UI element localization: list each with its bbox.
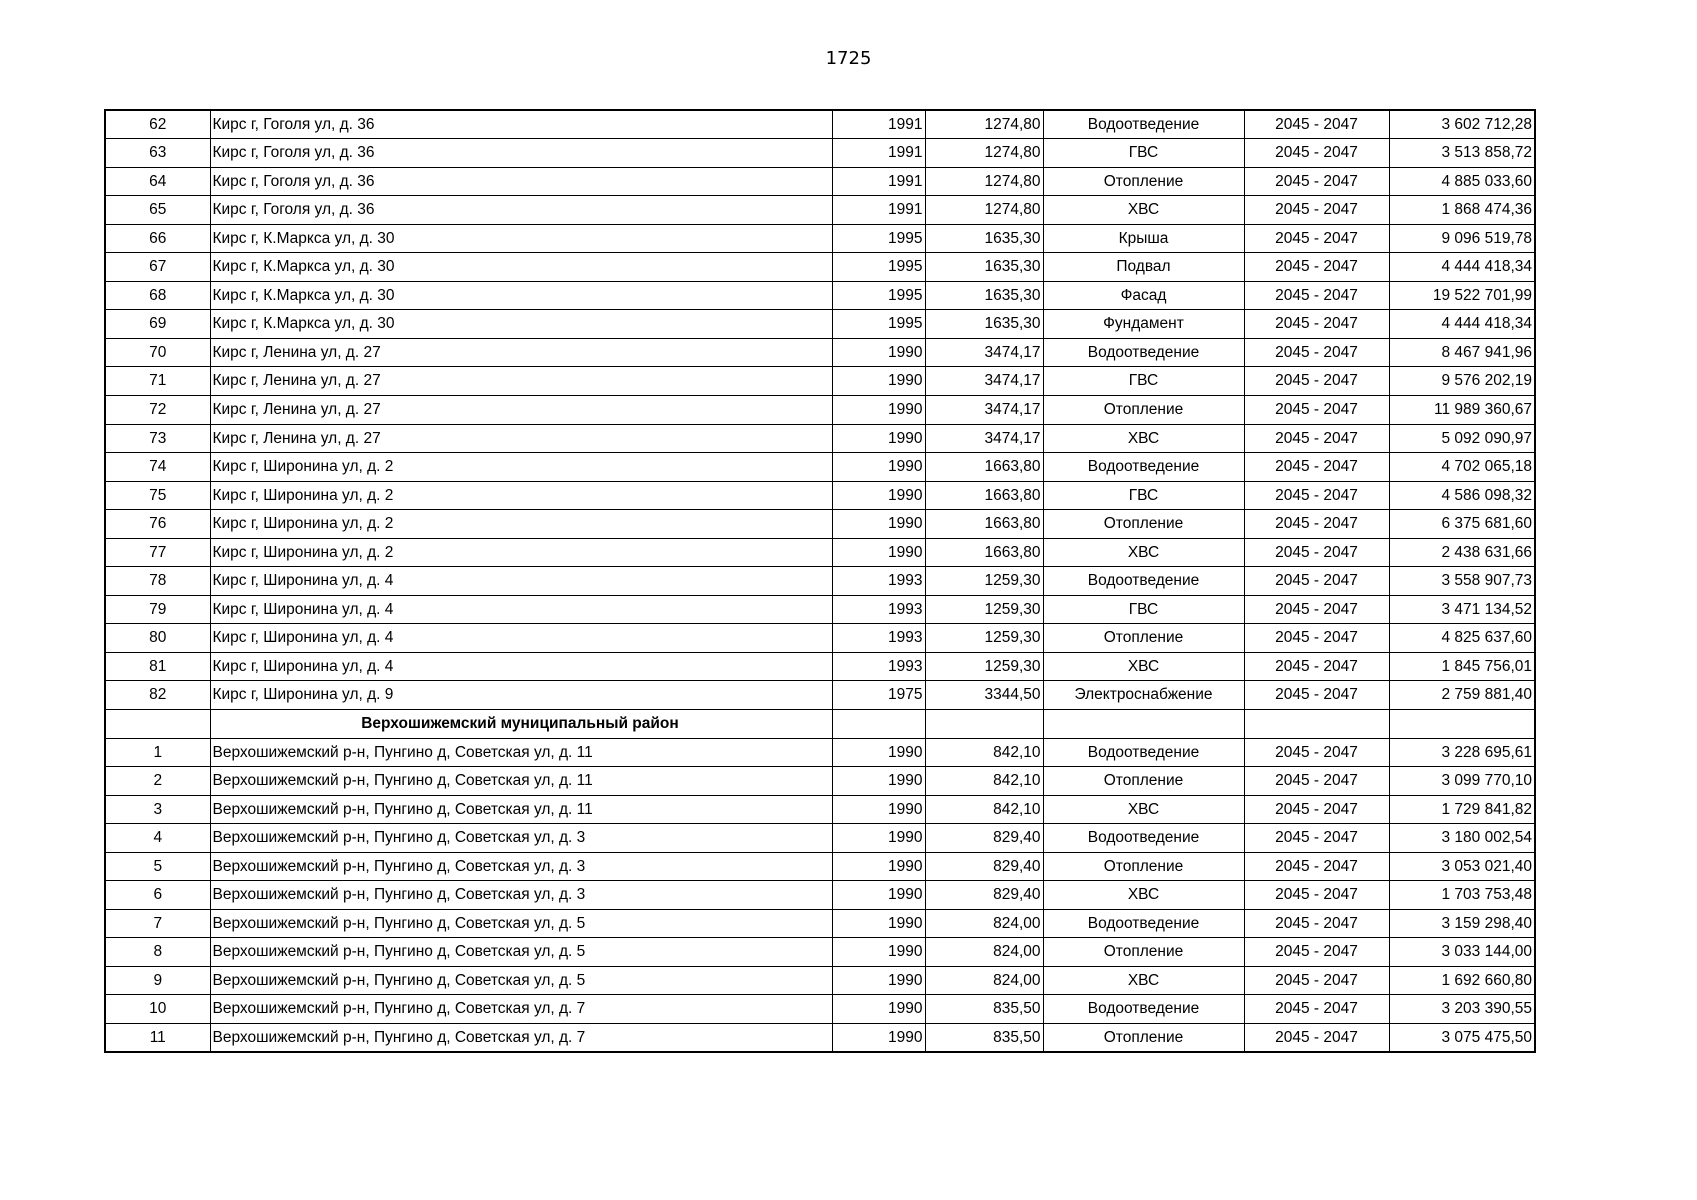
area-cell: 824,00 xyxy=(925,938,1043,967)
cost-cell: 1 868 474,36 xyxy=(1389,196,1535,225)
period-cell: 2045 - 2047 xyxy=(1244,938,1389,967)
table-row xyxy=(105,966,1535,995)
cost-cell: 1 729 841,82 xyxy=(1389,795,1535,824)
table-row xyxy=(105,253,1535,282)
area-cell: 842,10 xyxy=(925,767,1043,796)
row-number: 74 xyxy=(105,453,210,482)
work-type-cell: ХВС xyxy=(1043,795,1244,824)
table-row xyxy=(105,881,1535,910)
area-cell: 1635,30 xyxy=(925,224,1043,253)
table-row xyxy=(105,395,1535,424)
year-cell: 1991 xyxy=(832,196,925,225)
table-row xyxy=(105,995,1535,1024)
year-cell: 1990 xyxy=(832,481,925,510)
cost-cell: 11 989 360,67 xyxy=(1389,395,1535,424)
row-number: 5 xyxy=(105,852,210,881)
year-cell: 1993 xyxy=(832,567,925,596)
area-cell: 842,10 xyxy=(925,738,1043,767)
work-type-cell: ХВС xyxy=(1043,966,1244,995)
work-type-cell: Фундамент xyxy=(1043,310,1244,339)
table-row xyxy=(105,852,1535,881)
address-cell: Кирс г, Ленина ул, д. 27 xyxy=(210,424,832,453)
area-cell: 1635,30 xyxy=(925,281,1043,310)
address-cell: Верхошижемский р-н, Пунгино д, Советская ул, д. 7 xyxy=(210,1024,832,1053)
table-row xyxy=(105,310,1535,339)
section-title: Верхошижемский муниципальный район xyxy=(210,709,832,738)
address-cell: Верхошижемский р-н, Пунгино д, Советская ул, д. 5 xyxy=(210,966,832,995)
table-row xyxy=(105,1024,1535,1053)
address-cell: Верхошижемский р-н, Пунгино д, Советская ул, д. 3 xyxy=(210,881,832,910)
table-row xyxy=(105,139,1535,168)
work-type-cell: Фасад xyxy=(1043,281,1244,310)
period-cell: 2045 - 2047 xyxy=(1244,510,1389,539)
row-number: 67 xyxy=(105,253,210,282)
address-cell: Кирс г, Ленина ул, д. 27 xyxy=(210,338,832,367)
period-cell: 2045 - 2047 xyxy=(1244,481,1389,510)
table-row xyxy=(105,538,1535,567)
table-row xyxy=(105,110,1535,139)
row-number: 79 xyxy=(105,595,210,624)
row-number: 78 xyxy=(105,567,210,596)
year-cell: 1990 xyxy=(832,510,925,539)
work-type-cell: Отопление xyxy=(1043,767,1244,796)
period-cell: 2045 - 2047 xyxy=(1244,538,1389,567)
work-type-cell: Отопление xyxy=(1043,167,1244,196)
area-cell: 835,50 xyxy=(925,1024,1043,1053)
row-number: 73 xyxy=(105,424,210,453)
cost-cell: 3 033 144,00 xyxy=(1389,938,1535,967)
table-row xyxy=(105,767,1535,796)
area-cell: 842,10 xyxy=(925,795,1043,824)
period-cell: 2045 - 2047 xyxy=(1244,738,1389,767)
period-cell: 2045 - 2047 xyxy=(1244,767,1389,796)
work-type-cell: Крыша xyxy=(1043,224,1244,253)
year-cell: 1993 xyxy=(832,624,925,653)
row-number: 6 xyxy=(105,881,210,910)
work-type-cell: Отопление xyxy=(1043,510,1244,539)
work-type-cell: Водоотведение xyxy=(1043,824,1244,853)
period-cell: 2045 - 2047 xyxy=(1244,110,1389,139)
row-number: 82 xyxy=(105,681,210,710)
area-cell: 1259,30 xyxy=(925,624,1043,653)
cost-cell: 19 522 701,99 xyxy=(1389,281,1535,310)
period-cell: 2045 - 2047 xyxy=(1244,281,1389,310)
period-cell: 2045 - 2047 xyxy=(1244,595,1389,624)
year-cell: 1990 xyxy=(832,767,925,796)
year-cell: 1990 xyxy=(832,424,925,453)
cost-cell: 1 703 753,48 xyxy=(1389,881,1535,910)
area-cell: 824,00 xyxy=(925,909,1043,938)
year-cell: 1990 xyxy=(832,338,925,367)
year-cell: 1990 xyxy=(832,852,925,881)
address-cell: Кирс г, Гоголя ул, д. 36 xyxy=(210,196,832,225)
address-cell: Кирс г, Широнина ул, д. 4 xyxy=(210,567,832,596)
period-cell: 2045 - 2047 xyxy=(1244,881,1389,910)
area-cell: 829,40 xyxy=(925,852,1043,881)
area-cell: 1663,80 xyxy=(925,481,1043,510)
table-row xyxy=(105,367,1535,396)
row-number: 72 xyxy=(105,395,210,424)
address-cell: Кирс г, Широнина ул, д. 2 xyxy=(210,481,832,510)
period-cell xyxy=(1244,709,1389,738)
year-cell: 1990 xyxy=(832,824,925,853)
work-type-cell: Водоотведение xyxy=(1043,995,1244,1024)
register-body xyxy=(105,110,1535,1052)
cost-cell: 9 576 202,19 xyxy=(1389,367,1535,396)
work-type-cell: Водоотведение xyxy=(1043,338,1244,367)
year-cell: 1990 xyxy=(832,1024,925,1053)
period-cell: 2045 - 2047 xyxy=(1244,995,1389,1024)
area-cell: 1259,30 xyxy=(925,652,1043,681)
cost-cell: 3 471 134,52 xyxy=(1389,595,1535,624)
cost-cell: 5 092 090,97 xyxy=(1389,424,1535,453)
address-cell: Кирс г, Широнина ул, д. 2 xyxy=(210,538,832,567)
period-cell: 2045 - 2047 xyxy=(1244,167,1389,196)
table-row xyxy=(105,338,1535,367)
year-cell: 1990 xyxy=(832,538,925,567)
area-cell: 3474,17 xyxy=(925,395,1043,424)
area-cell: 3474,17 xyxy=(925,424,1043,453)
area-cell: 1635,30 xyxy=(925,253,1043,282)
table-row xyxy=(105,196,1535,225)
period-cell: 2045 - 2047 xyxy=(1244,453,1389,482)
period-cell: 2045 - 2047 xyxy=(1244,795,1389,824)
address-cell: Кирс г, Широнина ул, д. 4 xyxy=(210,595,832,624)
period-cell: 2045 - 2047 xyxy=(1244,824,1389,853)
period-cell: 2045 - 2047 xyxy=(1244,567,1389,596)
row-number: 81 xyxy=(105,652,210,681)
address-cell: Верхошижемский р-н, Пунгино д, Советская ул, д. 3 xyxy=(210,824,832,853)
cost-cell: 3 180 002,54 xyxy=(1389,824,1535,853)
row-number: 63 xyxy=(105,139,210,168)
row-number: 80 xyxy=(105,624,210,653)
address-cell: Верхошижемский р-н, Пунгино д, Советская ул, д. 11 xyxy=(210,795,832,824)
cost-cell: 8 467 941,96 xyxy=(1389,338,1535,367)
year-cell: 1990 xyxy=(832,795,925,824)
year-cell: 1995 xyxy=(832,224,925,253)
year-cell: 1995 xyxy=(832,253,925,282)
row-number: 76 xyxy=(105,510,210,539)
table-row xyxy=(105,281,1535,310)
period-cell: 2045 - 2047 xyxy=(1244,966,1389,995)
area-cell: 1635,30 xyxy=(925,310,1043,339)
row-number: 69 xyxy=(105,310,210,339)
address-cell: Кирс г, Гоголя ул, д. 36 xyxy=(210,110,832,139)
period-cell: 2045 - 2047 xyxy=(1244,338,1389,367)
cost-cell: 2 759 881,40 xyxy=(1389,681,1535,710)
row-number: 8 xyxy=(105,938,210,967)
work-type-cell: Отопление xyxy=(1043,395,1244,424)
period-cell: 2045 - 2047 xyxy=(1244,196,1389,225)
cost-cell: 9 096 519,78 xyxy=(1389,224,1535,253)
year-cell: 1990 xyxy=(832,881,925,910)
table-row xyxy=(105,510,1535,539)
work-type-cell: Водоотведение xyxy=(1043,909,1244,938)
work-type-cell: Отопление xyxy=(1043,624,1244,653)
work-type-cell: ГВС xyxy=(1043,595,1244,624)
period-cell: 2045 - 2047 xyxy=(1244,624,1389,653)
address-cell: Кирс г, К.Маркса ул, д. 30 xyxy=(210,224,832,253)
work-type-cell: Водоотведение xyxy=(1043,567,1244,596)
address-cell: Верхошижемский р-н, Пунгино д, Советская ул, д. 5 xyxy=(210,909,832,938)
year-cell: 1991 xyxy=(832,167,925,196)
cost-cell: 3 513 858,72 xyxy=(1389,139,1535,168)
row-number: 70 xyxy=(105,338,210,367)
cost-cell: 4 444 418,34 xyxy=(1389,253,1535,282)
address-cell: Кирс г, К.Маркса ул, д. 30 xyxy=(210,281,832,310)
area-cell: 1663,80 xyxy=(925,453,1043,482)
table-row xyxy=(105,738,1535,767)
row-number: 11 xyxy=(105,1024,210,1053)
row-number: 62 xyxy=(105,110,210,139)
area-cell: 835,50 xyxy=(925,995,1043,1024)
area-cell: 1274,80 xyxy=(925,167,1043,196)
year-cell: 1995 xyxy=(832,281,925,310)
table-row xyxy=(105,167,1535,196)
address-cell: Кирс г, К.Маркса ул, д. 30 xyxy=(210,253,832,282)
cost-cell: 4 702 065,18 xyxy=(1389,453,1535,482)
table-row xyxy=(105,652,1535,681)
period-cell: 2045 - 2047 xyxy=(1244,652,1389,681)
cost-cell: 4 825 637,60 xyxy=(1389,624,1535,653)
year-cell: 1990 xyxy=(832,367,925,396)
cost-cell: 3 053 021,40 xyxy=(1389,852,1535,881)
year-cell: 1993 xyxy=(832,595,925,624)
area-cell: 3474,17 xyxy=(925,367,1043,396)
work-type-cell: ГВС xyxy=(1043,481,1244,510)
area-cell: 3474,17 xyxy=(925,338,1043,367)
address-cell: Кирс г, Гоголя ул, д. 36 xyxy=(210,167,832,196)
year-cell: 1990 xyxy=(832,995,925,1024)
cost-cell: 4 586 098,32 xyxy=(1389,481,1535,510)
period-cell: 2045 - 2047 xyxy=(1244,424,1389,453)
address-cell: Кирс г, Широнина ул, д. 2 xyxy=(210,453,832,482)
row-number: 1 xyxy=(105,738,210,767)
period-cell: 2045 - 2047 xyxy=(1244,852,1389,881)
row-number: 77 xyxy=(105,538,210,567)
cost-cell: 3 099 770,10 xyxy=(1389,767,1535,796)
work-type-cell: Водоотведение xyxy=(1043,738,1244,767)
address-cell: Кирс г, Широнина ул, д. 4 xyxy=(210,624,832,653)
work-type-cell: ГВС xyxy=(1043,139,1244,168)
table-row xyxy=(105,909,1535,938)
year-cell: 1990 xyxy=(832,966,925,995)
address-cell: Кирс г, Широнина ул, д. 4 xyxy=(210,652,832,681)
year-cell: 1990 xyxy=(832,938,925,967)
work-type-cell: Отопление xyxy=(1043,1024,1244,1053)
row-number: 4 xyxy=(105,824,210,853)
address-cell: Верхошижемский р-н, Пунгино д, Советская ул, д. 11 xyxy=(210,767,832,796)
area-cell: 829,40 xyxy=(925,881,1043,910)
period-cell: 2045 - 2047 xyxy=(1244,681,1389,710)
row-number: 10 xyxy=(105,995,210,1024)
area-cell: 824,00 xyxy=(925,966,1043,995)
work-type-cell: ХВС xyxy=(1043,881,1244,910)
year-cell: 1991 xyxy=(832,139,925,168)
area-cell: 1259,30 xyxy=(925,595,1043,624)
cost-cell xyxy=(1389,709,1535,738)
area-cell: 1274,80 xyxy=(925,196,1043,225)
area-cell xyxy=(925,709,1043,738)
year-cell: 1993 xyxy=(832,652,925,681)
table-row xyxy=(105,481,1535,510)
cost-cell: 3 228 695,61 xyxy=(1389,738,1535,767)
table-row xyxy=(105,824,1535,853)
cost-cell: 3 159 298,40 xyxy=(1389,909,1535,938)
period-cell: 2045 - 2047 xyxy=(1244,367,1389,396)
work-type-cell: Электроснабжение xyxy=(1043,681,1244,710)
period-cell: 2045 - 2047 xyxy=(1244,224,1389,253)
row-number: 68 xyxy=(105,281,210,310)
row-number: 66 xyxy=(105,224,210,253)
table-row xyxy=(105,453,1535,482)
year-cell xyxy=(832,709,925,738)
year-cell: 1990 xyxy=(832,453,925,482)
row-number: 65 xyxy=(105,196,210,225)
table-row xyxy=(105,681,1535,710)
address-cell: Кирс г, Гоголя ул, д. 36 xyxy=(210,139,832,168)
period-cell: 2045 - 2047 xyxy=(1244,1024,1389,1053)
cost-cell: 3 203 390,55 xyxy=(1389,995,1535,1024)
work-type-cell: ХВС xyxy=(1043,196,1244,225)
year-cell: 1975 xyxy=(832,681,925,710)
row-number: 2 xyxy=(105,767,210,796)
row-number: 7 xyxy=(105,909,210,938)
year-cell: 1991 xyxy=(832,110,925,139)
period-cell: 2045 - 2047 xyxy=(1244,310,1389,339)
work-type-cell: Отопление xyxy=(1043,938,1244,967)
work-type-cell xyxy=(1043,709,1244,738)
cost-cell: 1 692 660,80 xyxy=(1389,966,1535,995)
year-cell: 1990 xyxy=(832,395,925,424)
work-type-cell: ХВС xyxy=(1043,538,1244,567)
address-cell: Кирс г, Ленина ул, д. 27 xyxy=(210,395,832,424)
address-cell: Кирс г, Ленина ул, д. 27 xyxy=(210,367,832,396)
work-type-cell: Подвал xyxy=(1043,253,1244,282)
row-number: 71 xyxy=(105,367,210,396)
row-number: 9 xyxy=(105,966,210,995)
address-cell: Верхошижемский р-н, Пунгино д, Советская ул, д. 3 xyxy=(210,852,832,881)
address-cell: Верхошижемский р-н, Пунгино д, Советская ул, д. 5 xyxy=(210,938,832,967)
period-cell: 2045 - 2047 xyxy=(1244,395,1389,424)
address-cell: Верхошижемский р-н, Пунгино д, Советская ул, д. 7 xyxy=(210,995,832,1024)
table-row xyxy=(105,595,1535,624)
work-type-cell: Водоотведение xyxy=(1043,453,1244,482)
year-cell: 1990 xyxy=(832,738,925,767)
work-type-cell: ГВС xyxy=(1043,367,1244,396)
work-type-cell: Водоотведение xyxy=(1043,110,1244,139)
area-cell: 1274,80 xyxy=(925,139,1043,168)
area-cell: 829,40 xyxy=(925,824,1043,853)
table-row xyxy=(105,624,1535,653)
period-cell: 2045 - 2047 xyxy=(1244,909,1389,938)
period-cell: 2045 - 2047 xyxy=(1244,139,1389,168)
work-type-cell: ХВС xyxy=(1043,424,1244,453)
address-cell: Кирс г, Широнина ул, д. 2 xyxy=(210,510,832,539)
cost-cell: 6 375 681,60 xyxy=(1389,510,1535,539)
year-cell: 1990 xyxy=(832,909,925,938)
cost-cell: 4 885 033,60 xyxy=(1389,167,1535,196)
cost-cell: 4 444 418,34 xyxy=(1389,310,1535,339)
table-row xyxy=(105,567,1535,596)
address-cell: Кирс г, Широнина ул, д. 9 xyxy=(210,681,832,710)
page-number: 1725 xyxy=(825,48,872,69)
row-number: 3 xyxy=(105,795,210,824)
cost-cell: 3 558 907,73 xyxy=(1389,567,1535,596)
work-type-cell: ХВС xyxy=(1043,652,1244,681)
area-cell: 3344,50 xyxy=(925,681,1043,710)
area-cell: 1663,80 xyxy=(925,538,1043,567)
cost-cell: 1 845 756,01 xyxy=(1389,652,1535,681)
work-type-cell: Отопление xyxy=(1043,852,1244,881)
area-cell: 1663,80 xyxy=(925,510,1043,539)
section-header-row xyxy=(105,709,1535,738)
table-row xyxy=(105,424,1535,453)
table-row xyxy=(105,795,1535,824)
row-number xyxy=(105,709,210,738)
year-cell: 1995 xyxy=(832,310,925,339)
area-cell: 1274,80 xyxy=(925,110,1043,139)
address-cell: Кирс г, К.Маркса ул, д. 30 xyxy=(210,310,832,339)
row-number: 64 xyxy=(105,167,210,196)
table-row xyxy=(105,938,1535,967)
period-cell: 2045 - 2047 xyxy=(1244,253,1389,282)
repair-register-table xyxy=(104,109,1536,1053)
area-cell: 1259,30 xyxy=(925,567,1043,596)
cost-cell: 3 075 475,50 xyxy=(1389,1024,1535,1053)
cost-cell: 2 438 631,66 xyxy=(1389,538,1535,567)
address-cell: Верхошижемский р-н, Пунгино д, Советская ул, д. 11 xyxy=(210,738,832,767)
row-number: 75 xyxy=(105,481,210,510)
cost-cell: 3 602 712,28 xyxy=(1389,110,1535,139)
table-row xyxy=(105,224,1535,253)
